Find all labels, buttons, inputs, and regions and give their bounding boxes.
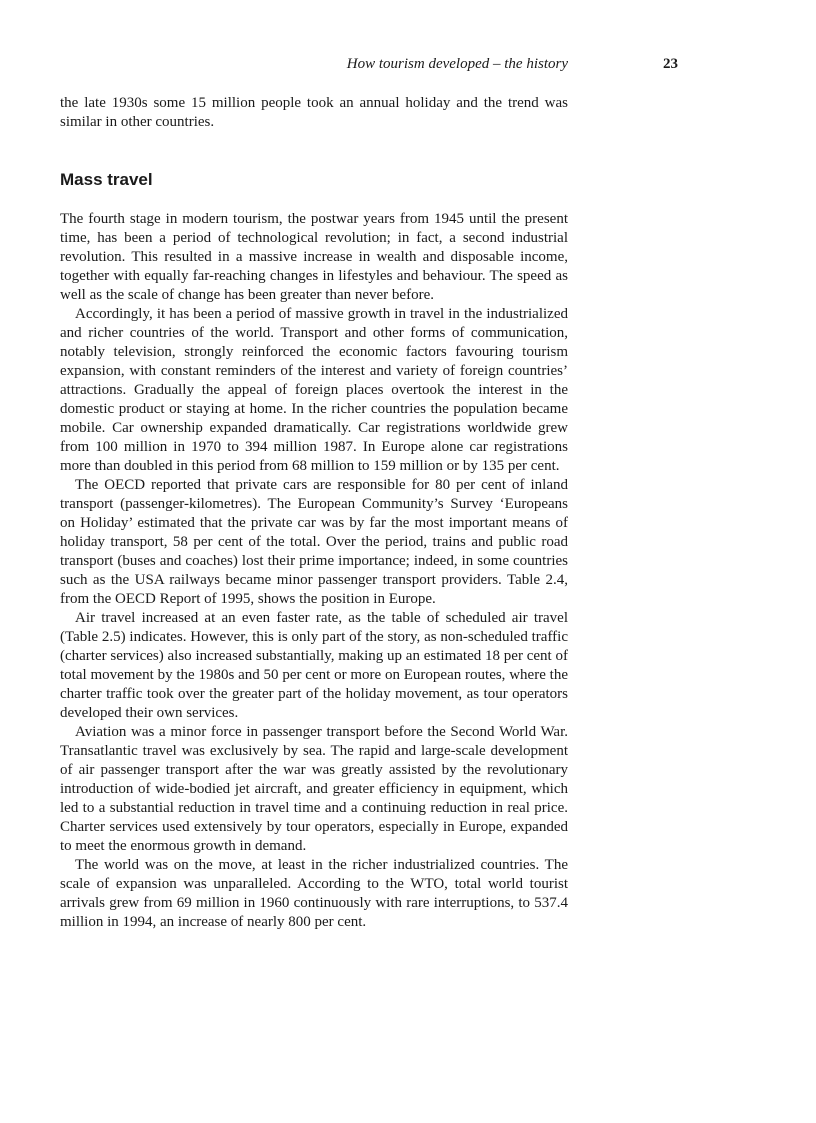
paragraph-5: Aviation was a minor force in passenger transport before the Second World War. Transatlantic travel was exclusively by sea. The rapid and large-scale development of air passenger transport after the war was greatly assisted by the revolutionary introduction of wide-bodied jet aircraft, and greater efficiency in equipment, which led to a substantial reduction in travel time and a continuing reduction in real price. Charter services used extensively by tour operators, especially in Europe, expanded to meet the enormous growth in demand. — [60, 724, 568, 854]
section-body — [60, 210, 568, 932]
paragraph-3: The OECD reported that private cars are responsible for 80 per cent of inland transport (passenger-kilometres). The European Community’s Survey ‘Europeans on Holiday’ estimated that the private car was by far the most important means of holiday transport, 58 per cent of the total. Over the period, trains and public road transport (buses and coaches) lost their prime importance; indeed, in some countries such as the USA railways became minor passenger transport providers. Table 2.4, from the OECD Report of 1995, shows the position in Europe. — [60, 477, 568, 607]
page-number: 23 — [663, 56, 678, 72]
section-heading: Mass travel — [60, 170, 153, 189]
continuation-paragraph: the late 1930s some 15 million people took an annual holiday and the trend was similar in other countries. — [60, 95, 568, 130]
paragraph-4: Air travel increased at an even faster rate, as the table of scheduled air travel (Table 2.5) indicates. However, this is only part of the story, as non-scheduled traffic (charter services) also increased substantially, making up an estimated 18 per cent of total movement by the 1980s and 50 per cent or more on European routes, where the charter traffic took over the greater part of the holiday movement, as tour operators developed their own services. — [60, 610, 568, 721]
paragraph-1: The fourth stage in modern tourism, the postwar years from 1945 until the present time, has been a period of technological revolution; in fact, a second industrial revolution. This resulted in a massive increase in wealth and disposable income, together with equally far-reaching changes in lifestyles and behaviour. The speed as well as the scale of change has been greater than never before. — [60, 211, 568, 303]
continuation-text — [60, 94, 568, 132]
running-header-title: How tourism developed – the history — [346, 56, 568, 72]
paragraph-6: The world was on the move, at least in the richer industrialized countries. The scale of expansion was unparalleled. According to the WTO, total world tourist arrivals grew from 69 million in 1960 continuously with rare interruptions, to 537.4 million in 1994, an increase of nearly 800 per cent. — [60, 857, 568, 930]
paragraph-2: Accordingly, it has been a period of massive growth in travel in the industrialized and richer countries of the world. Transport and other forms of communication, notably television, strongly reinforced the economic factors favouring tourism expansion, with constant reminders of the interest and variety of foreign countries’ attractions. Gradually the appeal of foreign places overtook the interest in the domestic product or staying at home. In the richer countries the population became mobile. Car ownership expanded dramatically. Car registrations worldwide grew from 100 million in 1970 to 394 million 1987. In Europe alone car registrations more than doubled in this period from 68 million to 159 million or by 135 per cent. — [60, 306, 568, 474]
